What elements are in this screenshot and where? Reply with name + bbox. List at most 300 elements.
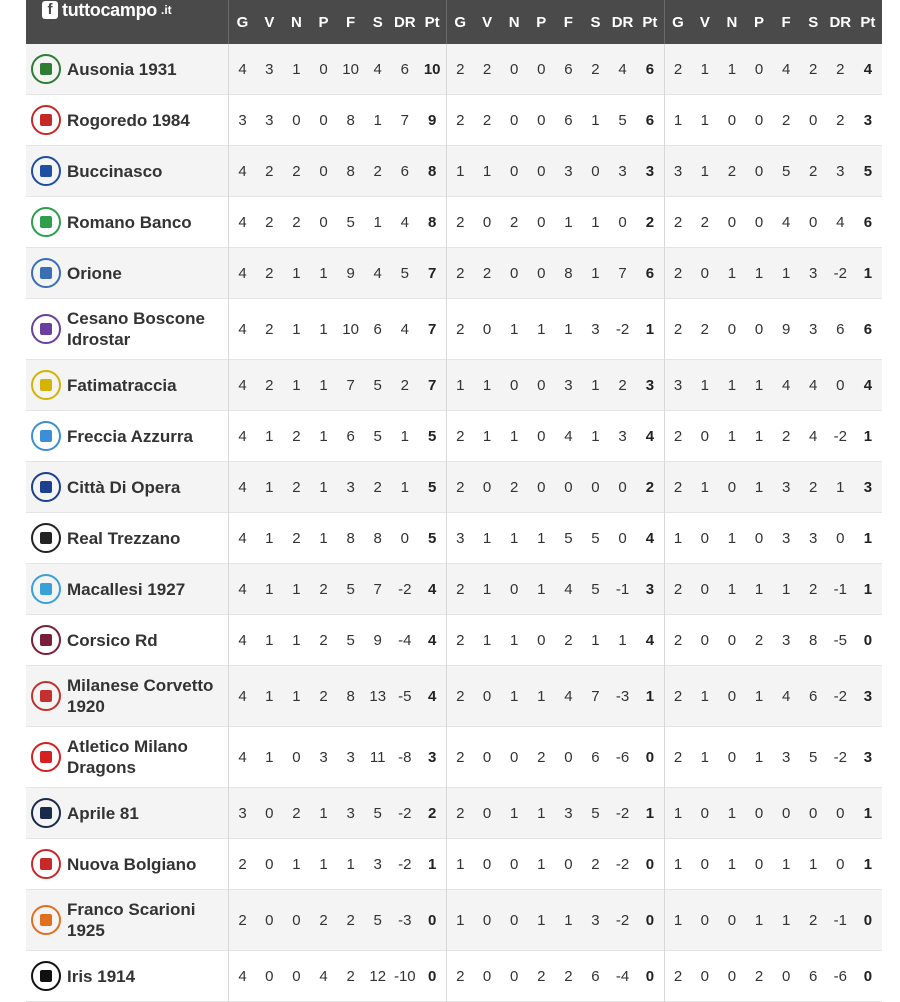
stat-home-pt: 2	[636, 197, 664, 248]
stat-home-n: 0	[501, 727, 528, 788]
stat-total-dr: 5	[391, 248, 418, 299]
stat-away-s: 0	[800, 95, 827, 146]
stat-total-f: 3	[337, 727, 364, 788]
stat-away-v: 0	[691, 890, 718, 951]
stat-home-pt: 1	[636, 788, 664, 839]
stat-total-s: 3	[364, 839, 391, 890]
stat-total-p: 1	[310, 839, 337, 890]
stat-total-dr: -2	[391, 788, 418, 839]
stat-away-dr: 1	[827, 462, 854, 513]
team-cell[interactable]	[26, 666, 229, 727]
stat-total-s: 4	[364, 44, 391, 95]
stat-total-f: 10	[337, 44, 364, 95]
stat-home-v: 1	[474, 513, 501, 564]
stat-home-g: 2	[446, 299, 473, 360]
stat-home-n: 1	[501, 666, 528, 727]
stat-home-f: 6	[555, 44, 582, 95]
stat-away-v: 0	[691, 951, 718, 1002]
col-header-total-dr[interactable]: DR	[391, 0, 418, 44]
stat-away-pt: 1	[854, 248, 882, 299]
stat-home-n: 2	[501, 197, 528, 248]
stat-home-g: 1	[446, 146, 473, 197]
stat-home-n: 0	[501, 360, 528, 411]
stat-total-g: 2	[229, 839, 256, 890]
stat-away-dr: 0	[827, 788, 854, 839]
stat-total-n: 2	[283, 197, 310, 248]
stat-away-f: 5	[773, 146, 800, 197]
stat-home-f: 4	[555, 564, 582, 615]
stat-home-p: 1	[528, 513, 555, 564]
stat-total-g: 4	[229, 411, 256, 462]
team-cell[interactable]	[26, 360, 229, 411]
table-row[interactable]	[26, 197, 882, 248]
stat-total-pt: 8	[418, 146, 446, 197]
col-header-home-s[interactable]: S	[582, 0, 609, 44]
stat-total-n: 2	[283, 462, 310, 513]
stat-away-s: 2	[800, 890, 827, 951]
stat-away-pt: 0	[854, 615, 882, 666]
stat-away-g: 3	[664, 146, 691, 197]
team-cell[interactable]	[26, 513, 229, 564]
stat-total-g: 4	[229, 248, 256, 299]
stat-home-f: 3	[555, 360, 582, 411]
stat-home-pt: 4	[636, 513, 664, 564]
stat-home-g: 2	[446, 788, 473, 839]
stat-home-s: 1	[582, 411, 609, 462]
stat-away-n: 0	[718, 615, 745, 666]
stat-away-v: 1	[691, 462, 718, 513]
stat-away-n: 0	[718, 197, 745, 248]
stat-away-g: 2	[664, 615, 691, 666]
stat-away-f: 1	[773, 890, 800, 951]
stat-home-pt: 6	[636, 248, 664, 299]
rogoredo-badge-icon	[31, 105, 61, 135]
stat-total-n: 2	[283, 146, 310, 197]
stat-home-s: 5	[582, 788, 609, 839]
team-name[interactable]: Franco Scarioni 1925	[67, 900, 196, 940]
romano-banco-badge-icon	[31, 207, 61, 237]
stat-total-p: 1	[310, 360, 337, 411]
table-row[interactable]	[26, 248, 882, 299]
team-name[interactable]: Fatimatraccia	[67, 375, 177, 395]
stat-total-v: 2	[256, 360, 283, 411]
col-header-away-v[interactable]: V	[691, 0, 718, 44]
table-row[interactable]	[26, 666, 882, 727]
stat-home-v: 2	[474, 44, 501, 95]
table-row[interactable]	[26, 788, 882, 839]
table-row[interactable]	[26, 462, 882, 513]
stat-away-pt: 1	[854, 564, 882, 615]
col-header-home-n[interactable]: N	[501, 0, 528, 44]
table-row[interactable]	[26, 95, 882, 146]
stat-home-g: 2	[446, 462, 473, 513]
stat-away-p: 0	[745, 839, 772, 890]
stat-total-pt: 7	[418, 299, 446, 360]
stat-home-pt: 0	[636, 727, 664, 788]
stat-total-g: 4	[229, 146, 256, 197]
stat-away-v: 0	[691, 248, 718, 299]
stat-home-p: 2	[528, 727, 555, 788]
col-header-away-dr[interactable]: DR	[827, 0, 854, 44]
stat-away-s: 3	[800, 299, 827, 360]
stat-total-f: 5	[337, 615, 364, 666]
stat-away-p: 1	[745, 727, 772, 788]
stat-total-pt: 4	[418, 615, 446, 666]
stat-total-g: 4	[229, 727, 256, 788]
real-trezzano-badge-icon	[31, 523, 61, 553]
stat-total-f: 2	[337, 951, 364, 1002]
team-cell[interactable]	[26, 615, 229, 666]
stat-total-pt: 7	[418, 248, 446, 299]
stat-total-n: 1	[283, 299, 310, 360]
team-name[interactable]: Iris 1914	[67, 966, 136, 986]
stat-home-v: 0	[474, 666, 501, 727]
stat-away-n: 0	[718, 951, 745, 1002]
stat-away-f: 4	[773, 197, 800, 248]
stat-home-v: 1	[474, 146, 501, 197]
stat-total-v: 1	[256, 411, 283, 462]
stat-away-p: 2	[745, 951, 772, 1002]
stat-home-pt: 4	[636, 411, 664, 462]
team-name[interactable]: Corsico Rd	[67, 630, 158, 650]
stat-away-n: 0	[718, 890, 745, 951]
stat-away-dr: 0	[827, 360, 854, 411]
stat-away-p: 1	[745, 411, 772, 462]
stat-away-v: 1	[691, 146, 718, 197]
stat-home-n: 0	[501, 951, 528, 1002]
stat-home-dr: -4	[609, 951, 636, 1002]
stat-home-pt: 3	[636, 564, 664, 615]
stat-total-n: 1	[283, 666, 310, 727]
stat-home-p: 1	[528, 564, 555, 615]
team-name[interactable]: Atletico Milano Dragons	[67, 737, 188, 777]
team-name[interactable]: Milanese Corvetto 1920	[67, 676, 214, 716]
team-name[interactable]: Aprile 81	[67, 803, 139, 823]
stat-away-p: 1	[745, 564, 772, 615]
stat-home-s: 5	[582, 564, 609, 615]
team-name[interactable]: Orione	[67, 263, 122, 283]
stat-away-n: 0	[718, 299, 745, 360]
team-name[interactable]: Ausonia 1931	[67, 59, 177, 79]
stat-total-n: 1	[283, 615, 310, 666]
team-cell[interactable]	[26, 411, 229, 462]
team-name[interactable]: Macallesi 1927	[67, 579, 186, 599]
milanese-corvetto-badge-icon	[31, 681, 61, 711]
table-row[interactable]	[26, 299, 882, 360]
stat-total-n: 1	[283, 564, 310, 615]
stat-away-f: 1	[773, 839, 800, 890]
table-row[interactable]	[26, 360, 882, 411]
stat-away-g: 2	[664, 951, 691, 1002]
brand-logo[interactable]	[26, 0, 229, 44]
stat-away-dr: -6	[827, 951, 854, 1002]
team-name[interactable]: Real Trezzano	[67, 528, 181, 548]
stat-total-g: 3	[229, 788, 256, 839]
stat-away-pt: 4	[854, 360, 882, 411]
stat-home-pt: 3	[636, 146, 664, 197]
stat-total-p: 1	[310, 462, 337, 513]
stat-away-n: 1	[718, 248, 745, 299]
stat-total-dr: -3	[391, 890, 418, 951]
stat-home-f: 2	[555, 615, 582, 666]
team-name[interactable]: Rogoredo 1984	[67, 110, 190, 130]
stat-home-g: 2	[446, 197, 473, 248]
stat-home-s: 3	[582, 299, 609, 360]
team-cell[interactable]	[26, 197, 229, 248]
stat-home-s: 0	[582, 462, 609, 513]
stat-away-s: 2	[800, 44, 827, 95]
stat-away-f: 1	[773, 564, 800, 615]
table-row[interactable]	[26, 839, 882, 890]
stat-home-v: 0	[474, 462, 501, 513]
standings-table-wrapper	[26, 0, 882, 1002]
stat-total-v: 0	[256, 788, 283, 839]
stat-away-s: 6	[800, 666, 827, 727]
stat-away-v: 0	[691, 615, 718, 666]
team-cell[interactable]	[26, 788, 229, 839]
stat-home-dr: -2	[609, 839, 636, 890]
team-name[interactable]: Freccia Azzurra	[67, 426, 193, 446]
stat-home-pt: 2	[636, 462, 664, 513]
stat-home-s: 2	[582, 44, 609, 95]
stat-away-pt: 4	[854, 44, 882, 95]
stat-home-f: 8	[555, 248, 582, 299]
stat-home-dr: -2	[609, 788, 636, 839]
stat-home-p: 0	[528, 360, 555, 411]
stat-total-s: 8	[364, 513, 391, 564]
stat-home-s: 1	[582, 197, 609, 248]
table-row[interactable]	[26, 411, 882, 462]
stat-total-f: 3	[337, 462, 364, 513]
stat-home-n: 0	[501, 839, 528, 890]
stat-away-dr: 0	[827, 513, 854, 564]
stat-total-s: 5	[364, 788, 391, 839]
col-header-total-s[interactable]: S	[364, 0, 391, 44]
stat-away-n: 2	[718, 146, 745, 197]
stat-total-pt: 2	[418, 788, 446, 839]
team-cell[interactable]	[26, 95, 229, 146]
team-cell[interactable]	[26, 839, 229, 890]
stat-away-s: 4	[800, 360, 827, 411]
col-header-total-v[interactable]: V	[256, 0, 283, 44]
col-header-home-f[interactable]: F	[555, 0, 582, 44]
stat-total-g: 4	[229, 299, 256, 360]
stat-away-dr: 6	[827, 299, 854, 360]
stat-total-dr: 1	[391, 411, 418, 462]
col-header-total-g[interactable]: G	[229, 0, 256, 44]
stat-total-s: 5	[364, 360, 391, 411]
col-header-home-v[interactable]: V	[474, 0, 501, 44]
team-name[interactable]: Romano Banco	[67, 212, 192, 232]
stat-total-s: 5	[364, 411, 391, 462]
stat-home-dr: 5	[609, 95, 636, 146]
stat-away-v: 1	[691, 360, 718, 411]
stat-total-dr: 1	[391, 462, 418, 513]
stat-home-v: 0	[474, 839, 501, 890]
stat-home-p: 1	[528, 299, 555, 360]
stat-total-g: 3	[229, 95, 256, 146]
stat-home-f: 0	[555, 727, 582, 788]
stat-away-s: 2	[800, 564, 827, 615]
stat-total-p: 0	[310, 146, 337, 197]
stat-home-p: 1	[528, 788, 555, 839]
col-header-away-f[interactable]: F	[773, 0, 800, 44]
col-header-away-s[interactable]: S	[800, 0, 827, 44]
stat-home-n: 1	[501, 788, 528, 839]
stat-away-s: 1	[800, 839, 827, 890]
stat-total-s: 2	[364, 146, 391, 197]
col-header-away-n[interactable]: N	[718, 0, 745, 44]
col-header-total-n[interactable]: N	[283, 0, 310, 44]
stat-home-f: 2	[555, 951, 582, 1002]
stat-away-s: 0	[800, 788, 827, 839]
table-row[interactable]	[26, 513, 882, 564]
stat-away-s: 6	[800, 951, 827, 1002]
stat-home-n: 0	[501, 44, 528, 95]
stat-away-pt: 1	[854, 788, 882, 839]
col-header-total-p[interactable]: P	[310, 0, 337, 44]
table-row[interactable]	[26, 44, 882, 95]
col-header-home-dr[interactable]: DR	[609, 0, 636, 44]
col-header-total-f[interactable]: F	[337, 0, 364, 44]
stat-away-f: 4	[773, 666, 800, 727]
team-cell[interactable]	[26, 951, 229, 1002]
table-row[interactable]	[26, 727, 882, 788]
stat-home-s: 0	[582, 146, 609, 197]
stat-away-g: 1	[664, 788, 691, 839]
table-header-row	[26, 0, 882, 44]
stat-total-v: 3	[256, 95, 283, 146]
col-header-away-pt[interactable]: Pt	[854, 0, 882, 44]
stat-home-g: 2	[446, 564, 473, 615]
stat-home-s: 1	[582, 360, 609, 411]
stat-home-g: 1	[446, 890, 473, 951]
team-cell[interactable]	[26, 890, 229, 951]
stat-total-v: 1	[256, 727, 283, 788]
stat-total-s: 7	[364, 564, 391, 615]
stat-total-p: 1	[310, 299, 337, 360]
stat-away-p: 0	[745, 95, 772, 146]
table-row[interactable]	[26, 146, 882, 197]
team-cell[interactable]	[26, 564, 229, 615]
stat-away-g: 2	[664, 299, 691, 360]
col-header-home-g[interactable]: G	[446, 0, 473, 44]
stat-total-p: 2	[310, 564, 337, 615]
stat-total-v: 1	[256, 513, 283, 564]
stat-home-p: 0	[528, 95, 555, 146]
stat-away-p: 0	[745, 788, 772, 839]
stat-home-p: 1	[528, 890, 555, 951]
team-name[interactable]: Città Di Opera	[67, 477, 181, 497]
stat-away-f: 4	[773, 44, 800, 95]
atletico-milano-badge-icon	[31, 742, 61, 772]
table-row[interactable]	[26, 615, 882, 666]
col-header-away-p[interactable]: P	[745, 0, 772, 44]
stat-total-f: 6	[337, 411, 364, 462]
stat-home-g: 2	[446, 44, 473, 95]
stat-home-f: 1	[555, 299, 582, 360]
brand-name: tuttocampo	[62, 0, 157, 20]
stat-home-n: 0	[501, 890, 528, 951]
stat-total-g: 4	[229, 360, 256, 411]
team-cell[interactable]	[26, 146, 229, 197]
stat-total-s: 5	[364, 890, 391, 951]
stat-away-n: 1	[718, 411, 745, 462]
stat-total-dr: 2	[391, 360, 418, 411]
col-header-total-pt[interactable]: Pt	[418, 0, 446, 44]
stat-total-f: 8	[337, 513, 364, 564]
stat-away-s: 4	[800, 411, 827, 462]
stat-away-n: 1	[718, 513, 745, 564]
team-cell[interactable]	[26, 44, 229, 95]
stat-total-pt: 7	[418, 360, 446, 411]
table-row[interactable]	[26, 564, 882, 615]
stat-away-f: 3	[773, 462, 800, 513]
stat-away-pt: 6	[854, 299, 882, 360]
team-cell[interactable]	[26, 299, 229, 360]
col-header-away-g[interactable]: G	[664, 0, 691, 44]
stat-home-g: 1	[446, 360, 473, 411]
stat-away-p: 1	[745, 248, 772, 299]
stat-total-n: 1	[283, 44, 310, 95]
stat-home-n: 1	[501, 513, 528, 564]
team-name[interactable]: Nuova Bolgiano	[67, 854, 197, 874]
stat-total-dr: 4	[391, 299, 418, 360]
stat-away-s: 2	[800, 146, 827, 197]
stat-total-f: 10	[337, 299, 364, 360]
stat-total-f: 2	[337, 890, 364, 951]
table-row[interactable]	[26, 890, 882, 951]
stat-total-s: 13	[364, 666, 391, 727]
buccinasco-badge-icon	[31, 156, 61, 186]
stat-away-v: 1	[691, 666, 718, 727]
stat-away-p: 1	[745, 360, 772, 411]
stat-home-g: 2	[446, 727, 473, 788]
stat-away-g: 2	[664, 248, 691, 299]
team-name[interactable]: Cesano Boscone Idrostar	[67, 309, 205, 349]
stat-home-g: 2	[446, 248, 473, 299]
team-cell[interactable]	[26, 248, 229, 299]
stat-total-s: 4	[364, 248, 391, 299]
stat-total-v: 1	[256, 462, 283, 513]
col-header-home-pt[interactable]: Pt	[636, 0, 664, 44]
stat-total-s: 1	[364, 95, 391, 146]
stat-total-pt: 8	[418, 197, 446, 248]
table-row[interactable]	[26, 951, 882, 1002]
stat-home-dr: 1	[609, 615, 636, 666]
stat-away-g: 1	[664, 839, 691, 890]
stat-total-dr: -10	[391, 951, 418, 1002]
stat-home-n: 0	[501, 564, 528, 615]
team-name[interactable]: Buccinasco	[67, 161, 163, 181]
stat-away-n: 0	[718, 666, 745, 727]
stat-away-p: 0	[745, 197, 772, 248]
stat-away-pt: 0	[854, 890, 882, 951]
stat-total-n: 2	[283, 788, 310, 839]
team-cell[interactable]	[26, 727, 229, 788]
stat-home-dr: 0	[609, 462, 636, 513]
stat-total-n: 0	[283, 951, 310, 1002]
fatimatraccia-badge-icon	[31, 370, 61, 400]
stat-home-f: 3	[555, 146, 582, 197]
cesano-boscone-badge-icon	[31, 314, 61, 344]
team-cell[interactable]	[26, 462, 229, 513]
stat-away-p: 0	[745, 44, 772, 95]
col-header-home-p[interactable]: P	[528, 0, 555, 44]
stat-away-g: 1	[664, 890, 691, 951]
stat-away-g: 2	[664, 197, 691, 248]
stat-home-s: 6	[582, 727, 609, 788]
